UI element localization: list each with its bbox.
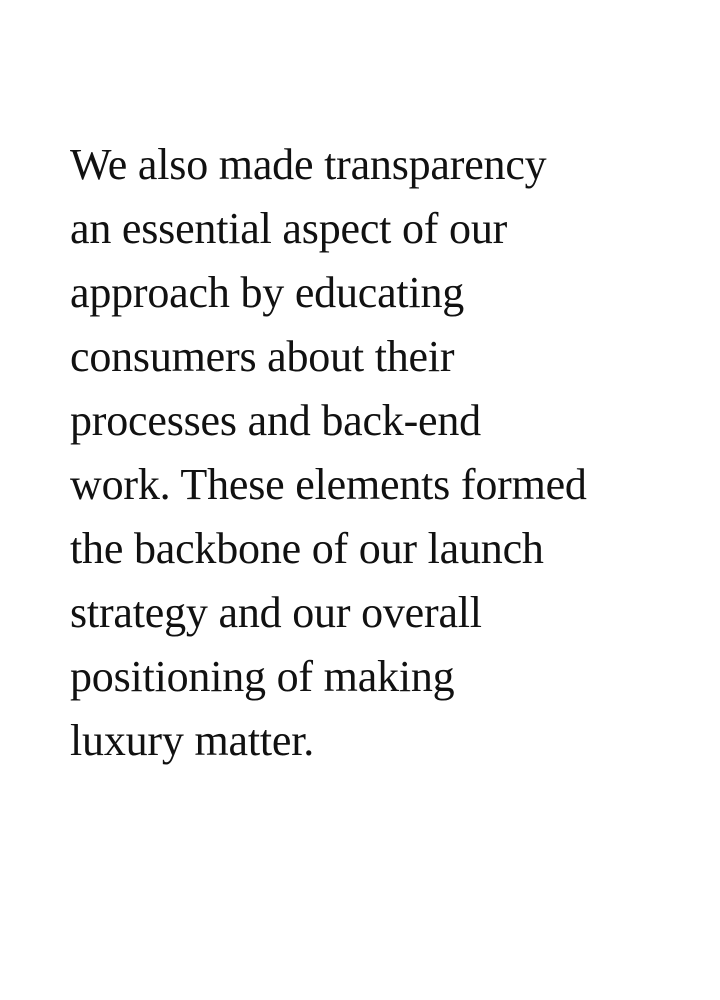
- paragraph-line-2: an essential aspect of our: [70, 204, 508, 253]
- paragraph-line-10: luxury matter.: [70, 716, 315, 765]
- body-paragraph: [70, 133, 680, 773]
- paragraph-line-3: approach by educating: [70, 268, 465, 317]
- paragraph-line-7: the backbone of our launch: [70, 524, 544, 573]
- paragraph-line-1: We also made transparency: [70, 140, 547, 189]
- paragraph-line-8: strategy and our overall: [70, 588, 482, 637]
- paragraph-line-4: consumers about their: [70, 332, 455, 381]
- paragraph-line-6: work. These elements formed: [70, 460, 587, 509]
- paragraph-line-9: positioning of making: [70, 652, 455, 701]
- paragraph-line-5: processes and back-end: [70, 396, 481, 445]
